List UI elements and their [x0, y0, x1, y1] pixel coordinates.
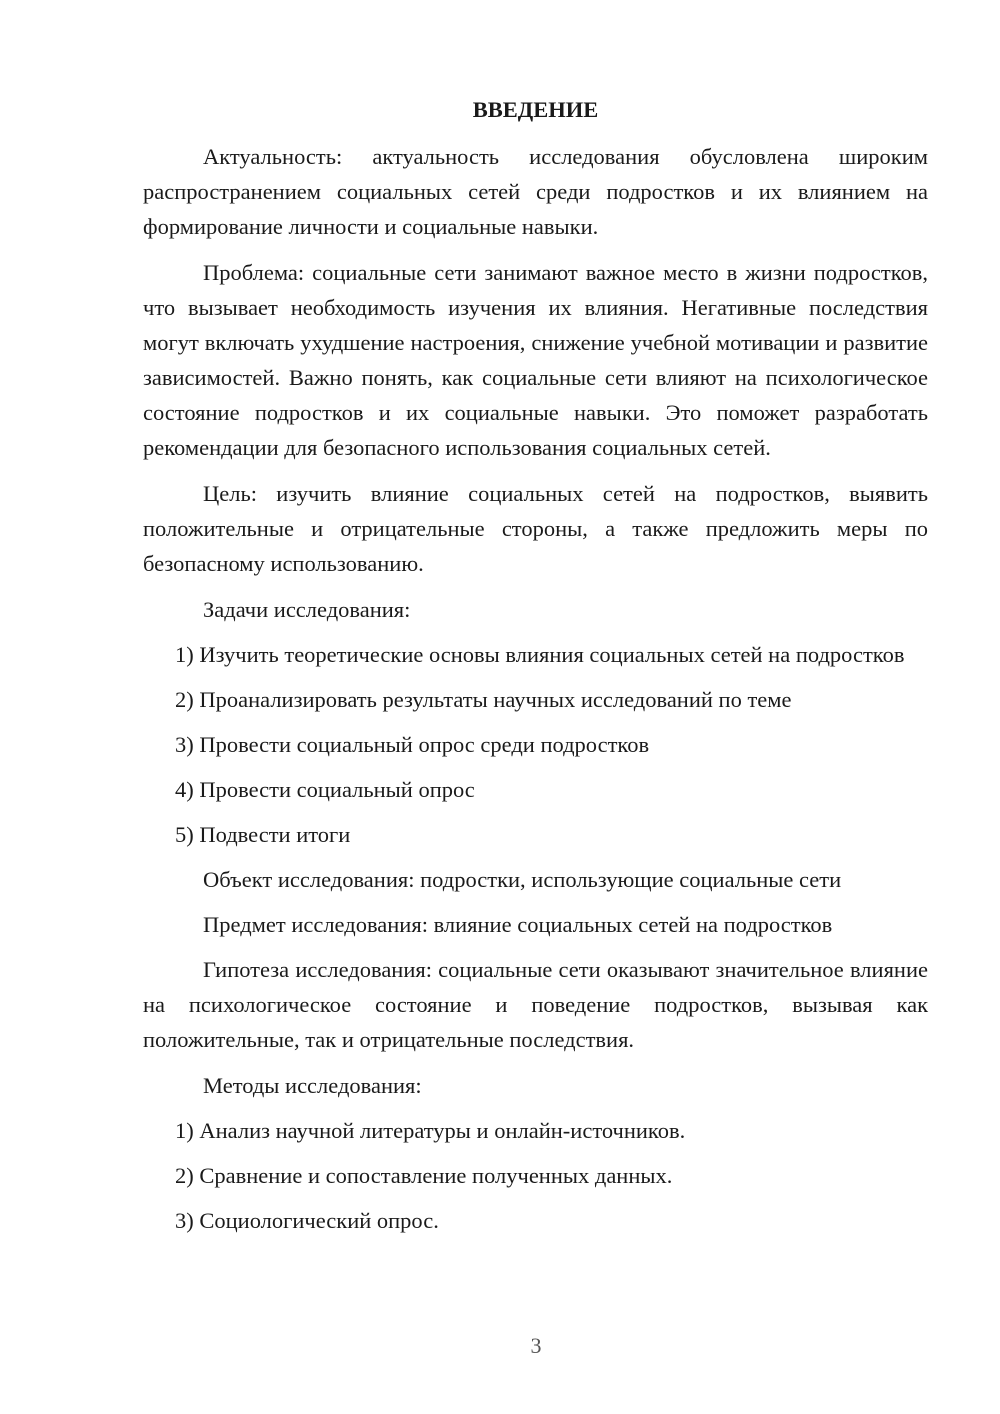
task-item: 5) Подвести итоги [175, 822, 351, 847]
methods-heading: Методы исследования: [203, 1073, 422, 1098]
tasks-heading: Задачи исследования: [203, 597, 411, 622]
problem-paragraph: Проблема: социальные сети занимают важное место в жизни подростков, что вызывает необходимость изучения их влияния. Негативные последствия могут включать ухудшение настроения, снижение учебной мотивации и развитие зависимостей. Важно понять, как социальные сети влияют на психологическое состояние подростков и их социальные навыки. Это поможет разработать рекомендации для безопасного использования социальных сетей. [143, 260, 928, 460]
task-item: 3) Провести социальный опрос среди подростков [175, 732, 650, 757]
document-page [143, 92, 928, 1248]
research-object: Объект исследования: подростки, использующие социальные сети [203, 867, 842, 892]
task-item: 2) Проанализировать результаты научных исследований по теме [175, 687, 792, 712]
relevance-paragraph: Актуальность: актуальность исследования обусловлена широким распространением социальных сетей среди подростков и их влиянием на формирование личности и социальные навыки. [143, 144, 928, 239]
goal-paragraph: Цель: изучить влияние социальных сетей на подростков, выявить положительные и отрицательные стороны, а также предложить меры по безопасному использованию. [143, 481, 928, 576]
task-item: 4) Провести социальный опрос [175, 777, 475, 802]
method-item: 1) Анализ научной литературы и онлайн-источников. [175, 1118, 686, 1143]
research-subject: Предмет исследования: влияние социальных сетей на подростков [203, 912, 833, 937]
page-title: ВВЕДЕНИЕ [472, 97, 599, 122]
method-item: 2) Сравнение и сопоставление полученных данных. [175, 1163, 673, 1188]
task-item: 1) Изучить теоретические основы влияния социальных сетей на подростков [175, 642, 905, 667]
method-item: 3) Социологический опрос. [175, 1208, 439, 1233]
page-number: 3 [530, 1333, 542, 1358]
hypothesis-paragraph: Гипотеза исследования: социальные сети оказывают значительное влияние на психологическое состояние и поведение подростков, вызывая как положительные, так и отрицательные последствия. [143, 957, 928, 1052]
